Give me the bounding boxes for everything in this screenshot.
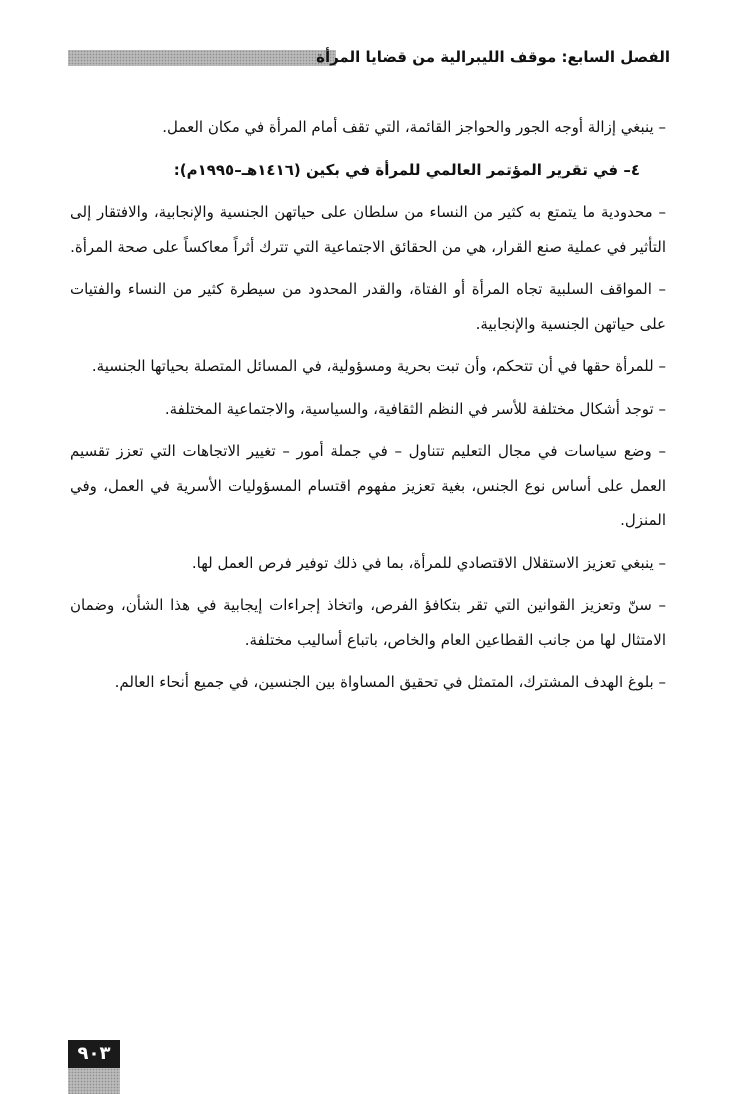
paragraph: – بلوغ الهدف المشترك، المتمثل في تحقيق المساواة بين الجنسين، في جميع أنحاء العالم. — [114, 673, 666, 691]
page-number-block — [68, 1040, 120, 1094]
paragraph: – ينبغي تعزيز الاستقلال الاقتصادي للمرأة، بما في ذلك توفير فرص العمل لها. — [191, 553, 666, 572]
paragraph: – المواقف السلبية تجاه المرأة أو الفتاة، والقدر المحدود من سيطرة كثير من النساء والفتيات على حياتهن الجنسية والإنجابية. — [70, 280, 666, 333]
page-number-decoration — [68, 1068, 120, 1094]
paragraph: – وضع سياسات في مجال التعليم تتناول – في جملة أمور – تغيير الاتجاهات التي تعزز تقسيم العمل على أساس نوع الجنس، بغية تعزيز مفهوم اقتسام المسؤوليات الأسرية في العمل، وفي المنزل. — [70, 442, 666, 529]
paragraph: – سنّ وتعزيز القوانين التي تقر بتكافؤ الفرص، واتخاذ إجراءات إيجابية في هذا الشأن، وضمان الامتثال لها من جانب القطاعين العام والخاص، باتباع أساليب مختلفة. — [70, 596, 666, 649]
paragraph: – توجد أشكال مختلفة للأسر في النظم الثقافية، والسياسية، والاجتماعية المختلفة. — [164, 399, 666, 418]
running-header — [68, 44, 670, 74]
paragraph: – ينبغي إزالة أوجه الجور والحواجز القائمة، التي تقف أمام المرأة في مكان العمل. — [162, 118, 666, 136]
paragraph: – محدودية ما يتمتع به كثير من النساء من سلطان على حياتهن الجنسية والإنجابية، والافتقار إلى التأثير في عملية صنع القرار، هي من الحقائق الاجتماعية التي تترك أثراً معاكساً على صحة المرأة. — [70, 203, 666, 256]
paragraph: – للمرأة حقها في أن تتحكم، وأن تبت بحرية ومسؤولية، في المسائل المتصلة بحياتها الجنسية. — [91, 357, 666, 375]
page-number: ٩٠٣ — [68, 1040, 120, 1068]
header-decorative-bar — [68, 50, 336, 66]
header-title: الفصل السابع: موقف الليبرالية من قضايا المرأة — [316, 48, 670, 66]
page-body — [70, 110, 666, 708]
section-subheading: ٤– في تقرير المؤتمر العالمي للمرأة في بكين (١٤١٦هـ–١٩٩٥م): — [173, 160, 640, 179]
